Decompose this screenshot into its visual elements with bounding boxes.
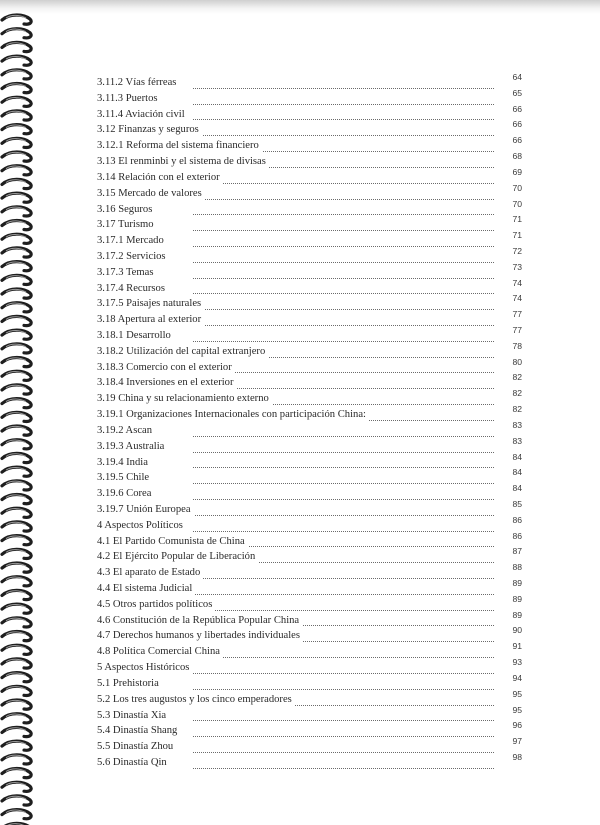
toc-entry-title: 3.17.4 Recursos xyxy=(97,281,168,297)
toc-entry xyxy=(97,87,522,108)
toc-entry xyxy=(97,467,522,487)
toc-entry-page: 69 xyxy=(512,166,522,177)
spiral-coil xyxy=(2,563,31,572)
toc-entry xyxy=(97,562,522,582)
toc-entry-title: 3.17.5 Paisajes naturales xyxy=(97,296,204,312)
spiral-coil xyxy=(2,645,31,654)
spiral-coil xyxy=(2,495,31,504)
spiral-coil xyxy=(2,97,31,106)
toc-entry-page: 83 xyxy=(512,419,522,430)
toc-entry-title: 3.12.1 Reforma del sistema financiero xyxy=(97,138,262,154)
spiral-coil xyxy=(2,70,31,79)
dot-leader xyxy=(193,578,494,579)
toc-entry xyxy=(97,245,522,266)
toc-entry-page: 86 xyxy=(512,514,522,525)
toc-entry xyxy=(97,593,522,614)
spiral-coil xyxy=(2,796,31,805)
spiral-coil xyxy=(2,453,31,462)
spiral-coil xyxy=(2,577,31,586)
dot-leader xyxy=(193,135,494,136)
spiral-coil xyxy=(2,152,31,161)
toc-entry xyxy=(97,720,522,740)
dot-leader xyxy=(193,452,494,453)
spiral-coil xyxy=(2,385,31,394)
dot-leader xyxy=(193,610,494,611)
toc-entry xyxy=(97,514,522,535)
toc-entry xyxy=(97,151,522,171)
toc-entry-page: 70 xyxy=(512,198,522,209)
spiral-coil xyxy=(2,481,31,490)
toc-entry-title: 3.12 Finanzas y seguros xyxy=(97,122,202,138)
spiral-coil xyxy=(2,316,31,325)
dot-leader xyxy=(193,531,494,532)
dot-leader xyxy=(193,309,494,310)
toc-entry-page: 78 xyxy=(512,340,522,351)
toc-entry-title: 4.3 El aparato de Estado xyxy=(97,565,203,581)
toc-entry-title: 3.17.1 Mercado xyxy=(97,233,167,249)
spiral-coil xyxy=(2,426,31,435)
dot-leader xyxy=(193,515,494,516)
dot-leader xyxy=(193,183,494,184)
toc-entry-title: 3.18.2 Utilización del capital extranjero xyxy=(97,344,268,360)
toc-entry-page: 96 xyxy=(512,720,522,731)
toc-entry-page: 84 xyxy=(512,483,522,494)
toc-entry-page: 66 xyxy=(512,119,522,130)
toc-entry xyxy=(97,340,522,361)
toc-entry xyxy=(97,293,522,313)
toc-entry xyxy=(97,498,522,519)
toc-entry xyxy=(97,182,522,203)
dot-leader xyxy=(193,388,494,389)
toc-entry xyxy=(97,546,522,566)
spiral-coil xyxy=(2,467,31,476)
table-of-contents xyxy=(97,72,522,772)
toc-entry-page: 74 xyxy=(512,277,522,288)
toc-entry-title: 3.11.2 Vías férreas xyxy=(97,75,179,91)
toc-entry xyxy=(97,704,522,725)
toc-entry-page: 93 xyxy=(512,657,522,668)
toc-entry-page: 74 xyxy=(512,293,522,304)
toc-entry xyxy=(97,230,522,250)
toc-entry-page: 86 xyxy=(512,530,522,541)
dot-leader xyxy=(193,752,494,753)
dot-leader xyxy=(193,594,494,595)
toc-entry-title: 5.5 Dinastía Zhou xyxy=(97,739,176,755)
spiral-coil xyxy=(2,700,31,709)
toc-entry xyxy=(97,609,522,630)
toc-entry-page: 89 xyxy=(512,578,522,588)
toc-entry-page: 71 xyxy=(512,214,522,225)
toc-entry xyxy=(97,451,522,472)
toc-entry xyxy=(97,372,522,392)
toc-entry-title: 5.4 Dinastía Shang xyxy=(97,723,180,739)
spiral-binding xyxy=(0,0,44,825)
spiral-coil xyxy=(2,29,31,38)
toc-entry-page: 97 xyxy=(512,736,522,747)
toc-entry-page: 71 xyxy=(512,230,522,241)
dot-leader xyxy=(193,214,494,215)
toc-entry xyxy=(97,657,522,677)
spiral-coil xyxy=(2,111,31,120)
spiral-coil xyxy=(2,673,31,682)
toc-entry xyxy=(97,404,522,424)
toc-entry xyxy=(97,103,522,124)
spiral-coil xyxy=(2,618,31,627)
spiral-coil xyxy=(2,371,31,380)
toc-entry-title: 5 Aspectos Históricos xyxy=(97,660,192,676)
toc-entry-page: 83 xyxy=(512,435,522,446)
dot-leader xyxy=(193,673,494,674)
spiral-coil xyxy=(2,412,31,421)
spiral-coil xyxy=(2,221,31,230)
toc-entry-page: 84 xyxy=(512,451,522,462)
spiral-coil xyxy=(2,727,31,736)
dot-leader xyxy=(193,262,494,263)
toc-entry xyxy=(97,261,522,282)
spiral-coil xyxy=(2,15,31,24)
toc-entry-title: 3.11.3 Puertos xyxy=(97,91,161,107)
toc-entry-title: 3.17.2 Servicios xyxy=(97,249,169,265)
toc-entry-title: 4 Aspectos Políticos xyxy=(97,518,186,534)
toc-entry-title: 4.2 El Ejército Popular de Liberación xyxy=(97,549,258,565)
spiral-coil xyxy=(2,741,31,750)
spiral-coil xyxy=(2,590,31,599)
toc-entry xyxy=(97,641,522,661)
toc-entry-page: 85 xyxy=(512,498,522,509)
spiral-coil xyxy=(2,330,31,339)
toc-entry xyxy=(97,625,522,645)
dot-leader xyxy=(193,230,494,231)
toc-entry-title: 3.18 Apertura al exterior xyxy=(97,312,204,328)
toc-entry-page: 70 xyxy=(512,182,522,193)
dot-leader xyxy=(193,341,494,342)
dot-leader xyxy=(193,119,494,120)
toc-entry-title: 3.18.1 Desarrollo xyxy=(97,328,174,344)
toc-entry-title: 3.19.6 Corea xyxy=(97,486,154,502)
toc-entry xyxy=(97,751,522,772)
toc-entry xyxy=(97,119,522,139)
toc-entry-title: 4.5 Otros partidos políticos xyxy=(97,597,215,613)
dot-leader xyxy=(193,720,494,721)
toc-entry-page: 89 xyxy=(512,609,522,620)
toc-entry xyxy=(97,356,522,377)
toc-entry-title: 4.8 Política Comercial China xyxy=(97,644,223,660)
toc-entry-page: 90 xyxy=(512,625,522,636)
toc-entry-page: 73 xyxy=(512,261,522,272)
page-top-edge xyxy=(0,0,600,14)
dot-leader xyxy=(193,246,494,247)
dot-leader xyxy=(193,88,494,89)
dot-leader xyxy=(193,499,494,500)
toc-entry-page: 66 xyxy=(512,135,522,146)
spiral-coil xyxy=(2,755,31,764)
toc-entry xyxy=(97,388,522,408)
spiral-coil xyxy=(2,234,31,243)
toc-entry-title: 3.19.7 Unión Europea xyxy=(97,502,194,518)
toc-entry-title: 3.19.5 Chile xyxy=(97,470,152,486)
dot-leader xyxy=(193,467,494,468)
toc-entry-page: 82 xyxy=(512,372,522,383)
spiral-coil xyxy=(2,632,31,641)
spiral-coil xyxy=(2,440,31,449)
dot-leader xyxy=(193,436,494,437)
spiral-coil xyxy=(2,166,31,175)
toc-entry-page: 91 xyxy=(512,641,522,652)
dot-leader xyxy=(193,483,494,484)
toc-entry-page: 68 xyxy=(512,151,522,162)
toc-entry-title: 3.18.3 Comercio con el exterior xyxy=(97,360,235,376)
spiral-coil xyxy=(2,782,31,791)
spiral-coil xyxy=(2,810,31,819)
toc-entry-page: 84 xyxy=(512,467,522,478)
toc-entry-page: 64 xyxy=(512,72,522,82)
toc-entry-title: 5.2 Los tres augustos y los cinco emperadores xyxy=(97,692,295,708)
toc-entry-title: 3.11.4 Aviación civil xyxy=(97,107,188,123)
toc-entry-page: 89 xyxy=(512,593,522,604)
toc-entry-page: 98 xyxy=(512,751,522,762)
toc-entry-page: 66 xyxy=(512,103,522,114)
toc-entry xyxy=(97,736,522,756)
spiral-coil xyxy=(2,303,31,312)
toc-entry xyxy=(97,277,522,298)
toc-entry-title: 3.17.3 Temas xyxy=(97,265,156,281)
dot-leader xyxy=(193,278,494,279)
spiral-coil xyxy=(2,344,31,353)
toc-entry xyxy=(97,672,522,693)
spiral-coil xyxy=(2,399,31,408)
spiral-coil xyxy=(2,262,31,271)
dot-leader xyxy=(193,736,494,737)
spiral-coil xyxy=(2,549,31,558)
spiral-coil xyxy=(2,508,31,517)
toc-entry-page: 95 xyxy=(512,688,522,699)
toc-entry-title: 3.16 Seguros xyxy=(97,202,155,218)
toc-entry xyxy=(97,135,522,155)
spiral-coil xyxy=(2,138,31,147)
spiral-coil xyxy=(2,604,31,613)
toc-entry xyxy=(97,325,522,345)
toc-entry-page: 94 xyxy=(512,672,522,683)
spiral-coil xyxy=(2,42,31,51)
toc-entry-page: 65 xyxy=(512,87,522,98)
toc-entry xyxy=(97,214,522,234)
spiral-coil xyxy=(2,289,31,298)
toc-entry xyxy=(97,198,522,219)
dot-leader xyxy=(193,768,494,769)
toc-entry-page: 82 xyxy=(512,404,522,415)
spiral-coil xyxy=(2,125,31,134)
toc-entry-title: 4.1 El Partido Comunista de China xyxy=(97,534,248,550)
toc-entry-title: 3.15 Mercado de valores xyxy=(97,186,205,202)
toc-entry xyxy=(97,578,522,598)
toc-entry-title: 5.3 Dinastía Xia xyxy=(97,708,169,724)
spiral-coil xyxy=(2,179,31,188)
toc-entry-page: 95 xyxy=(512,704,522,715)
toc-entry xyxy=(97,166,522,187)
toc-entry-title: 3.19.3 Australia xyxy=(97,439,167,455)
spiral-coil xyxy=(2,659,31,668)
toc-entry-title: 5.1 Prehistoria xyxy=(97,676,162,692)
spiral-coil xyxy=(2,358,31,367)
toc-entry-title: 3.19.1 Organizaciones Internacionales con participación China: xyxy=(97,407,369,423)
spiral-coil xyxy=(2,84,31,93)
toc-entry-page: 88 xyxy=(512,562,522,573)
toc-entry-page: 82 xyxy=(512,388,522,399)
dot-leader xyxy=(193,293,494,294)
spiral-coil xyxy=(2,193,31,202)
spiral-coil xyxy=(2,769,31,778)
toc-entry xyxy=(97,688,522,709)
toc-entry-title: 4.4 El sistema Judicial xyxy=(97,581,195,597)
dot-leader xyxy=(193,689,494,690)
toc-entry-page: 72 xyxy=(512,245,522,256)
spiral-coil xyxy=(2,522,31,531)
dot-leader xyxy=(193,104,494,105)
toc-entry xyxy=(97,309,522,329)
dot-leader xyxy=(193,372,494,373)
spiral-coil xyxy=(2,275,31,284)
toc-entry-title: 4.7 Derechos humanos y libertades individuales xyxy=(97,628,303,644)
toc-entry xyxy=(97,419,522,440)
toc-entry-title: 3.18.4 Inversiones en el exterior xyxy=(97,375,237,391)
spiral-coil xyxy=(2,56,31,65)
toc-entry-title: 3.14 Relación con el exterior xyxy=(97,170,223,186)
toc-entry-title: 3.19.2 Ascan xyxy=(97,423,155,439)
toc-entry-page: 77 xyxy=(512,325,522,335)
toc-entry xyxy=(97,530,522,551)
toc-entry-title: 3.19 China y su relacionamiento externo xyxy=(97,391,272,407)
spiral-coil xyxy=(2,536,31,545)
toc-entry-title: 5.6 Dinastía Qin xyxy=(97,755,170,771)
dot-leader xyxy=(193,199,494,200)
dot-leader xyxy=(193,657,494,658)
spiral-coil xyxy=(2,686,31,695)
spiral-coil xyxy=(2,714,31,723)
spiral-coil xyxy=(2,248,31,257)
toc-entry-page: 87 xyxy=(512,546,522,557)
dot-leader xyxy=(193,325,494,326)
toc-entry-title: 4.6 Constitución de la República Popular China xyxy=(97,613,302,629)
toc-entry xyxy=(97,435,522,456)
toc-entry xyxy=(97,483,522,503)
toc-entry-page: 80 xyxy=(512,356,522,367)
toc-entry xyxy=(97,72,522,92)
toc-entry-title: 3.13 El renminbi y el sistema de divisas xyxy=(97,154,269,170)
toc-entry-title: 3.17 Turismo xyxy=(97,217,157,233)
toc-entry-page: 77 xyxy=(512,309,522,320)
spiral-coil xyxy=(2,207,31,216)
toc-entry-title: 3.19.4 India xyxy=(97,455,151,471)
